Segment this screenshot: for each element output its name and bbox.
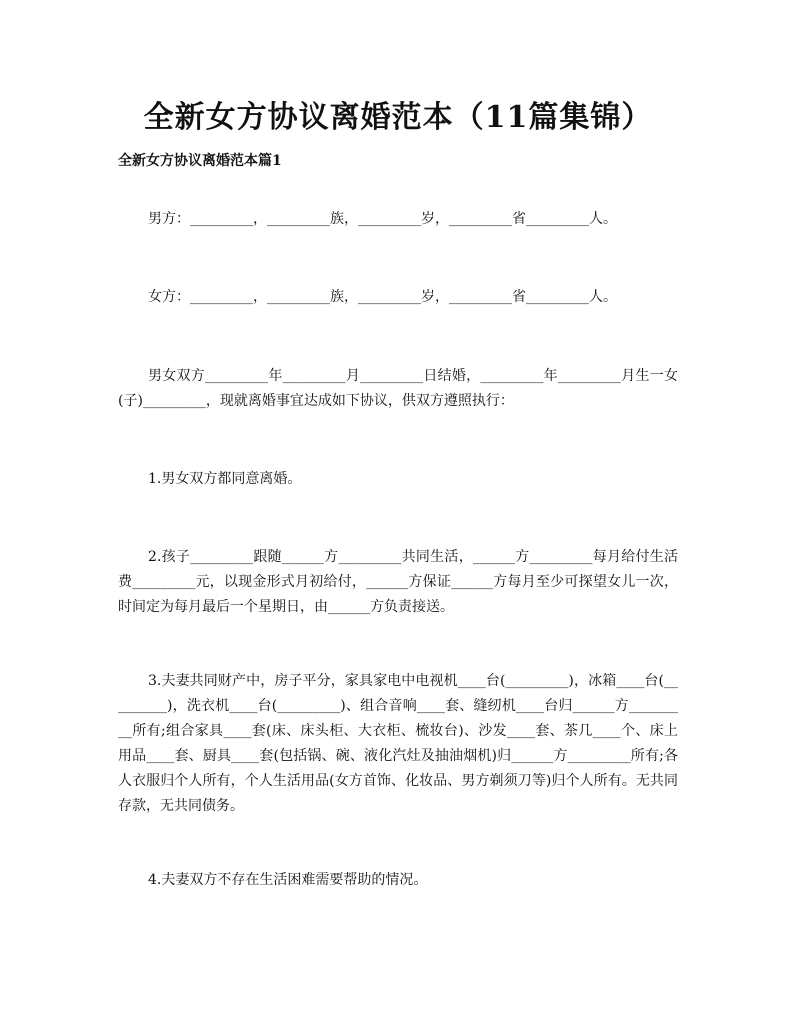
paragraph-clause-3: 3.夫妻共同财产中，房子平分，家具家电中电视机____台(_________)，冰箱____台(_________)，洗衣机____台(_________)、组合音响____套、缝纫机____台归______方_________所有;组合家具____套(床、床头柜、大衣柜、梳妆台)、沙发____套、茶几____个、床上用品____套、厨具____套(包括锅、碗、液化汽灶及抽油烟机)归______方_________所有;各人衣服归个人所有，个人生活用品(女方首饰、化妆品、男方剃须刀等)归个人所有。无共同存款，无共同债务。 — [118, 673, 678, 814]
paragraph-male-info: 男方：_________，_________族，_________岁，_________省_________人。 — [148, 211, 617, 227]
paragraph-female-info: 女方：_________，_________族，_________岁，_________省_________人。 — [148, 289, 617, 305]
page-title: 全新女方协议离婚范本（11篇集锦） — [143, 100, 653, 135]
paragraph-clause-1: 1.男女双方都同意离婚。 — [148, 471, 302, 487]
paragraph-marriage-info: 男女双方_________年_________月_________日结婚，_________年_________月生一女(子)_________，现就离婚事宜达成如下协议，供双方遵照执行： — [118, 368, 678, 409]
section-title: 全新女方协议离婚范本篇1 — [118, 153, 282, 169]
paragraph-clause-2: 2.孩子_________跟随______方_________共同生活，______方_________每月给付生活费_________元，以现金形式月初给付，______方保证______方每月至少可探望女儿一次，时间定为每月最后一个星期日，由______方负责接送。 — [118, 549, 678, 615]
paragraph-clause-4: 4.夫妻双方不存在生活困难需要帮助的情况。 — [148, 872, 428, 888]
